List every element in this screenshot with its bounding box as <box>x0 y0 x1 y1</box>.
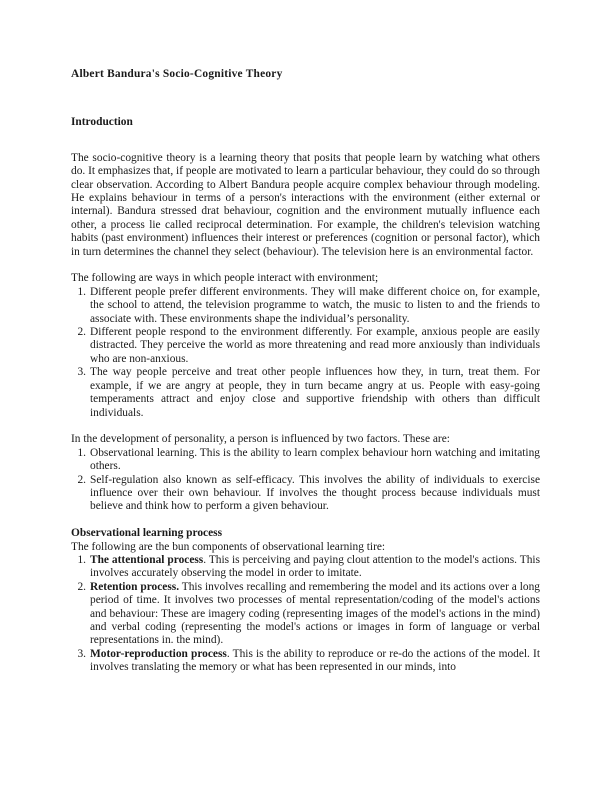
document-body <box>71 68 540 675</box>
list-item-text: The way people perceive and treat other people influences how they, in turn, treat them. For example, if we are angry at people, they in turn became angry at us. People with easy-going temperaments attract and enjoy close and supportive friendship with others than difficult individuals. <box>90 366 540 419</box>
list-marker: 3. <box>77 647 86 660</box>
spacer <box>71 514 540 527</box>
list-item-text: Different people respond to the environment differently. For example, anxious people are easily distracted. They perceive the world as more threatening and read more anxiously than individuals who are non-anxious. <box>90 326 540 365</box>
list-marker: 3. <box>77 366 86 379</box>
list-item <box>71 366 540 420</box>
list-item <box>71 286 540 326</box>
list-item-text: Observational learning. This is the ability to learn complex behaviour horn watching and imitating others. <box>90 446 540 473</box>
list-item <box>71 326 540 366</box>
list-intro-personality: In the development of personality, a person is influenced by two factors. These are: <box>71 433 450 446</box>
list-item-text: . This is the ability to reproduce or re-do the actions of the model. It involves translating the memory or what has been represented in our minds, into <box>90 647 540 674</box>
list-marker: 2. <box>77 473 86 486</box>
list-item-text: Self-regulation also known as self-efficacy. This involves the ability of individuals to exercise influence over their own behaviour. If involves the thought process because individuals must believe and think how to perform a given behaviour. <box>90 473 540 513</box>
list-intro-interaction: The following are ways in which people interact with environment; <box>71 272 379 285</box>
document-title: Albert Bandura's Socio-Cognitive Theory <box>71 68 283 80</box>
list-item-text: Different people prefer different environments. They will make different choice on, for example, the school to attend, the television programme to watch, the music to listen to and the friends to associate with. These environments shape the individual’s personality. <box>90 285 540 325</box>
list-item-lead: Retention process. <box>90 580 180 593</box>
list-item <box>71 474 540 514</box>
list-item <box>71 447 540 474</box>
spacer <box>71 259 540 272</box>
list-marker: 1. <box>77 285 86 298</box>
list-item <box>71 554 540 581</box>
spacer <box>71 81 540 116</box>
list-marker: 1. <box>77 446 86 459</box>
section-heading-observational-learning-process: Observational learning process <box>71 527 223 540</box>
list-environment-interaction <box>71 286 540 420</box>
list-item <box>71 648 540 675</box>
list-item <box>71 581 540 648</box>
list-intro-observational-components: The following are the bun components of observational learning tire: <box>71 540 386 553</box>
paragraph-introduction: The socio-cognitive theory is a learning theory that posits that people learn by watching what others do. It emphasizes that, if people are motivated to learn a particular behaviour, they could do so through clear observation. According to Albert Bandura people acquire complex behaviour through modeling. He explains behaviour in terms of a person's interactions with the environment (either external or internal). Bandura stressed drat behaviour, cognition and the environment mutually influence each other, a process lie called reciprocal determination. For example, the children's television watching habits (past environment) influences their interest or preferences (cognition or personal factor), which in turn determines the channel they select (behaviour). The television here is an environmental factor. <box>71 151 540 258</box>
list-item-lead: Motor-reproduction process <box>90 647 227 660</box>
section-heading-introduction: Introduction <box>71 116 133 129</box>
list-item-text: . This is perceiving and paying clout attention to the model's actions. This involves accurately observing the model in order to imitate. <box>90 553 541 580</box>
list-marker: 2. <box>77 326 86 339</box>
list-marker: 2. <box>77 580 86 593</box>
list-marker: 1. <box>77 553 86 566</box>
list-observational-components <box>71 554 540 675</box>
list-personality-factors <box>71 447 540 514</box>
list-item-text: This involves recalling and remembering the model and its actions over a long period of time. It involves two processes of mental representation/coding of the model's actions and behaviour: These are imagery coding (representing images of the model's actions in the mind) and verbal coding (representing the model's actions or images in form of language or verbal representations in. the mind). <box>90 580 540 647</box>
spacer <box>71 420 540 433</box>
list-item-lead: The attentional process <box>90 553 204 566</box>
spacer <box>71 130 540 152</box>
